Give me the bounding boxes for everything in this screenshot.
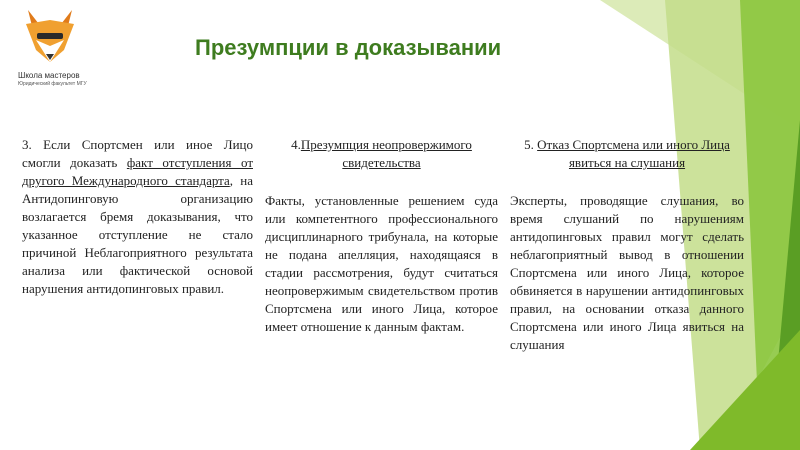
column-4-heading-prefix: 4. [291,137,301,152]
column-3-body: , на Антидопинговую организацию возлагается бремя доказывания, что указанное отступление не стало причиной Неблагоприятного результата анализа или фактической основой нарушения антидопинговых правил. [22,173,253,296]
column-5-heading [510,136,744,172]
column-4-heading [265,136,498,172]
column-5-heading-underlined: Отказ Спортсмена или иного Лица явиться на слушания [537,137,730,170]
column-3-underlined: факт отступления от другого Международного стандарта [22,155,253,188]
logo-subtitle: Юридический факультет МГУ [18,81,87,87]
column-3-prefix: 3. Если Спортсмен или иное Лицо смогли доказать [22,137,253,170]
column-presumption-3 [22,136,253,298]
column-presumption-5 [510,136,744,354]
column-3-text [22,136,253,298]
logo-name: Школа мастеров [18,71,80,80]
column-4-body: Факты, установленные решением суда или компетентного профессионального дисциплинарного трибунала, на которые не подана апелляция, находящаяся в стадии рассмотрения, будут считаться неопровержимым свидетельством против Спортсмена или иного Лица, которое имеет отношение к данным фактам. [265,193,498,334]
fox-head-icon [20,6,80,66]
column-5-body: Эксперты, проводящие слушания, во время слушаний по нарушениям антидопинговых правил могут сделать неблагоприятный вывод в отношении Спортсмена или иного Лица, которое обвиняется в нарушении антидопинговых правил, на основании отказа данного Спортсмена или иного Лица явиться на слушания [510,193,744,352]
column-5-heading-prefix: 5. [524,137,538,152]
column-presumption-4 [265,136,498,336]
column-4-heading-underlined: Презумпция неопровержимого свидетельства [300,137,472,170]
school-logo [8,6,92,96]
slide-title: Презумпции в доказывании [195,35,502,60]
